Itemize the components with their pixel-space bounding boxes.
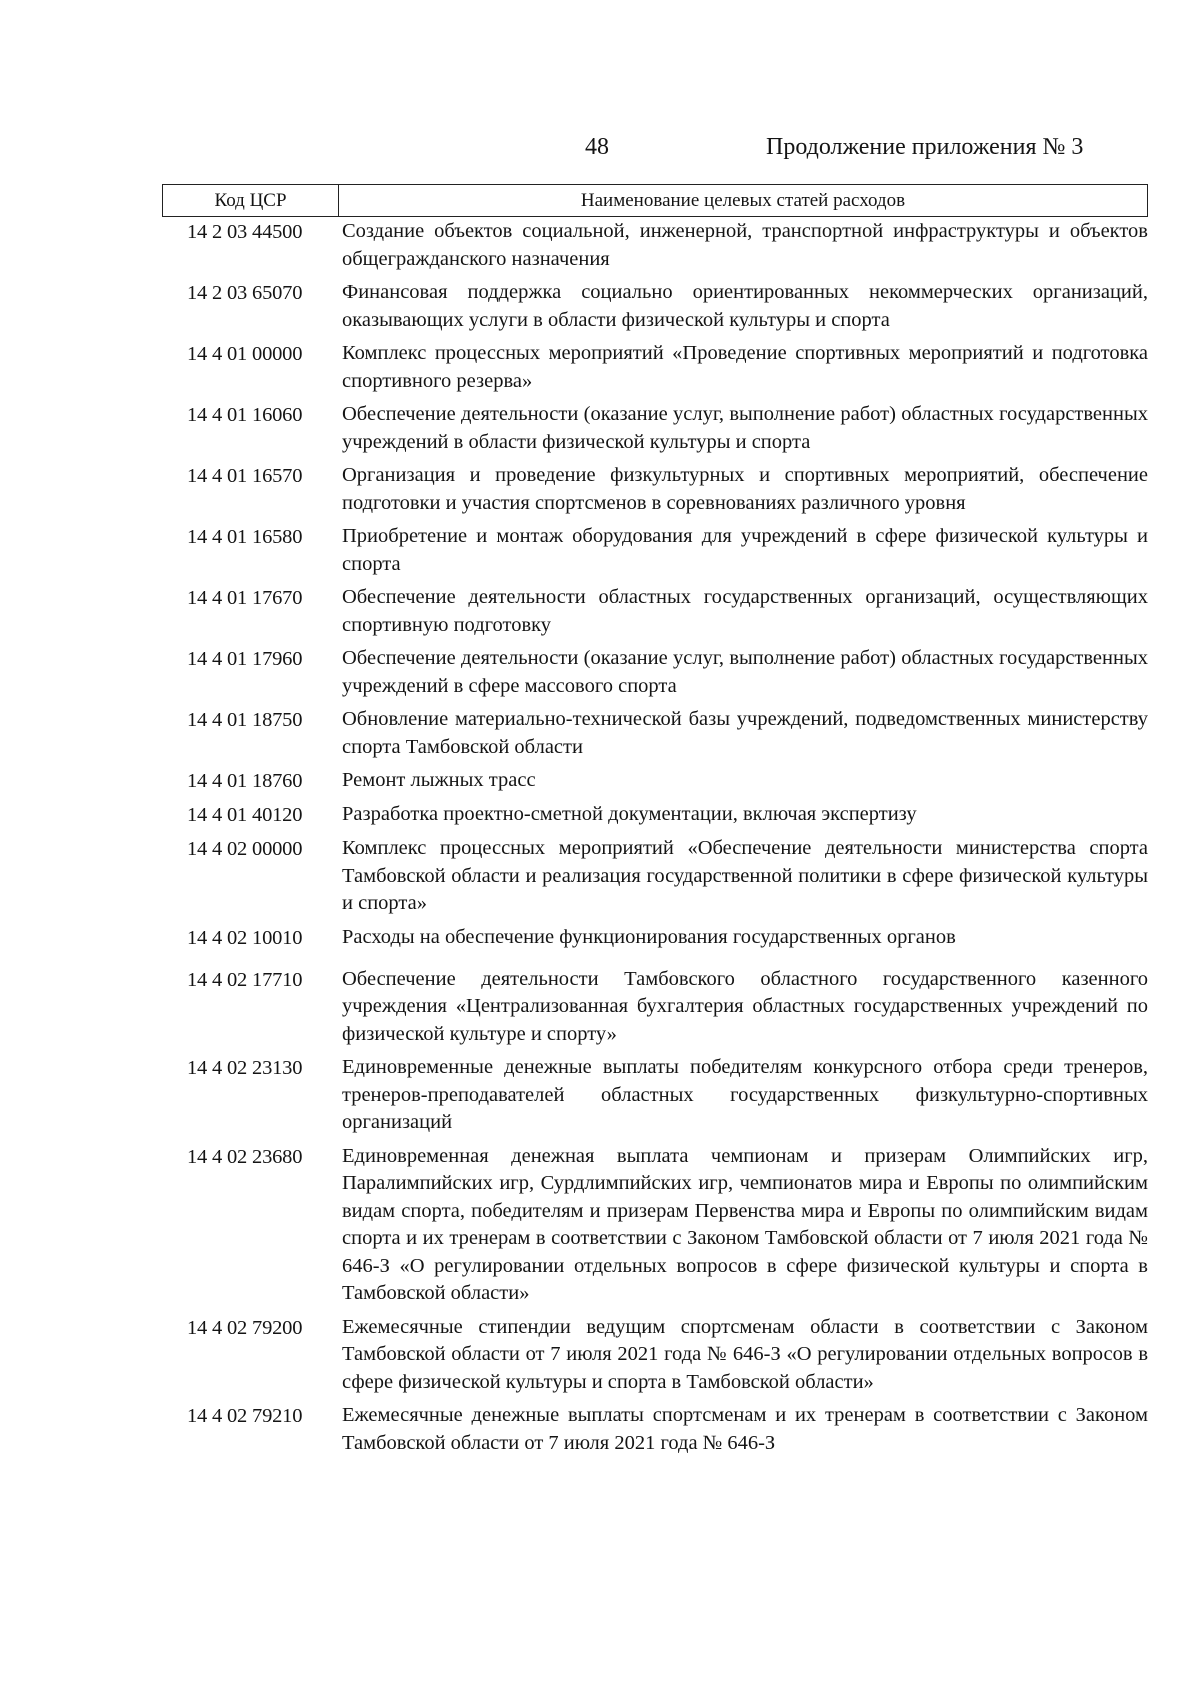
row-code: 14 4 01 18760 bbox=[187, 770, 303, 792]
row-name: Разработка проектно-сметной документации, включая экспертизу bbox=[342, 803, 917, 825]
table-body bbox=[162, 217, 1148, 1457]
row-code: 14 4 01 16060 bbox=[187, 404, 303, 426]
row-name: Комплекс процессных мероприятий «Проведение спортивных мероприятий и подготовка спортивного резерва» bbox=[342, 342, 1148, 392]
row-name: Обеспечение деятельности (оказание услуг, выполнение работ) областных государственных учреждений в сфере массового спорта bbox=[342, 647, 1148, 697]
row-name: Приобретение и монтаж оборудования для учреждений в сфере физической культуры и спорта bbox=[342, 525, 1148, 575]
row-name: Обеспечение деятельности Тамбовского областного государственного казенного учреждения «Централизованная бухгалтерия областных государственных учреждений по физической культуре и спорту» bbox=[342, 967, 1148, 1045]
row-name: Ремонт лыжных трасс bbox=[342, 769, 536, 791]
row-code: 14 4 02 23680 bbox=[187, 1145, 303, 1168]
row-code: 14 4 01 16580 bbox=[187, 526, 303, 548]
row-name: Обновление материально-технической базы учреждений, подведомственных министерству спорта Тамбовской области bbox=[342, 708, 1148, 758]
table-row bbox=[162, 1143, 1148, 1308]
table-header bbox=[162, 184, 1148, 217]
row-code: 14 4 02 79200 bbox=[187, 1316, 303, 1339]
row-code: 14 4 02 79210 bbox=[187, 1405, 303, 1427]
row-code: 14 4 01 40120 bbox=[187, 804, 303, 826]
table-row bbox=[162, 1314, 1148, 1397]
table-row bbox=[162, 462, 1148, 517]
row-name: Ежемесячные стипендии ведущим спортсменам области в соответствии с Законом Тамбовской области от 7 июля 2021 года № 646-З «О регулировании отдельных вопросов в сфере физической культуры и спорта в Тамбовской области» bbox=[342, 1315, 1148, 1393]
column-header-name: Наименование целевых статей расходов bbox=[580, 190, 906, 211]
row-name: Комплекс процессных мероприятий «Обеспечение деятельности министерства спорта Тамбовской области и реализация государственной политики в сфере физической культуры и спорта» bbox=[342, 837, 1148, 914]
column-header-code: Код ЦСР bbox=[163, 185, 339, 216]
row-name: Ежемесячные денежные выплаты спортсменам и их тренерам в соответствии с Законом Тамбовской области от 7 июля 2021 года № 646-З bbox=[342, 1404, 1148, 1454]
row-name: Единовременные денежные выплаты победителям конкурсного отбора среди тренеров, тренеров-преподавателей областных государственных физкультурно-спортивных организаций bbox=[342, 1056, 1148, 1133]
row-code: 14 4 01 18750 bbox=[187, 709, 303, 731]
row-name: Организация и проведение физкультурных и спортивных мероприятий, обеспечение подготовки и участия спортсменов в соревнованиях различного уровня bbox=[342, 464, 1148, 514]
row-code: 14 4 02 23130 bbox=[187, 1057, 303, 1079]
table-row bbox=[162, 279, 1148, 334]
table-row bbox=[162, 340, 1148, 395]
table-row bbox=[162, 645, 1148, 700]
row-code: 14 4 01 00000 bbox=[187, 343, 303, 365]
row-code: 14 4 01 17670 bbox=[187, 587, 303, 609]
row-code: 14 4 01 16570 bbox=[187, 465, 303, 487]
table-row bbox=[162, 1402, 1148, 1457]
row-code: 14 2 03 65070 bbox=[187, 282, 303, 304]
table-row bbox=[162, 801, 1148, 829]
table-row bbox=[162, 1054, 1148, 1137]
row-name: Обеспечение деятельности областных государственных организаций, осуществляющих спортивную подготовку bbox=[342, 586, 1148, 636]
row-code: 14 4 02 17710 bbox=[187, 968, 303, 991]
continuation-heading: Продолжение приложения № 3 bbox=[766, 134, 1084, 160]
table-row bbox=[162, 401, 1148, 456]
row-code: 14 4 02 00000 bbox=[187, 838, 303, 860]
table-row bbox=[162, 523, 1148, 578]
target-articles-table bbox=[162, 184, 1148, 1463]
row-name: Финансовая поддержка социально ориентированных некоммерческих организаций, оказывающих услуги в области физической культуры и спорта bbox=[342, 281, 1148, 331]
row-name: Расходы на обеспечение функционирования государственных органов bbox=[342, 925, 956, 948]
table-row bbox=[162, 966, 1148, 1049]
table-row bbox=[162, 767, 1148, 795]
table-row bbox=[162, 924, 1148, 952]
table-row bbox=[162, 218, 1148, 273]
row-code: 14 4 02 10010 bbox=[187, 926, 303, 949]
row-name: Единовременная денежная выплата чемпионам и призерам Олимпийских игр, Паралимпийских игр, Сурдлимпийских игр, чемпионатов мира и Европы по олимпийским видам спорта, победителям и призерам Первенства мира и Европы по олимпийским видам спорта и их тренерам в соответствии с Законом Тамбовской области от 7 июля 2021 года № 646-З «О регулировании отдельных вопросов в сфере физической культуры и спорта в Тамбовской области» bbox=[342, 1144, 1148, 1304]
table-row bbox=[162, 706, 1148, 761]
row-name: Обеспечение деятельности (оказание услуг, выполнение работ) областных государственных учреждений в области физической культуры и спорта bbox=[342, 403, 1148, 453]
table-row bbox=[162, 835, 1148, 918]
row-name: Создание объектов социальной, инженерной, транспортной инфраструктуры и объектов общегражданского назначения bbox=[342, 220, 1148, 270]
row-code: 14 2 03 44500 bbox=[187, 221, 303, 243]
table-row bbox=[162, 584, 1148, 639]
row-code: 14 4 01 17960 bbox=[187, 648, 303, 670]
page-number: 48 bbox=[585, 134, 609, 160]
